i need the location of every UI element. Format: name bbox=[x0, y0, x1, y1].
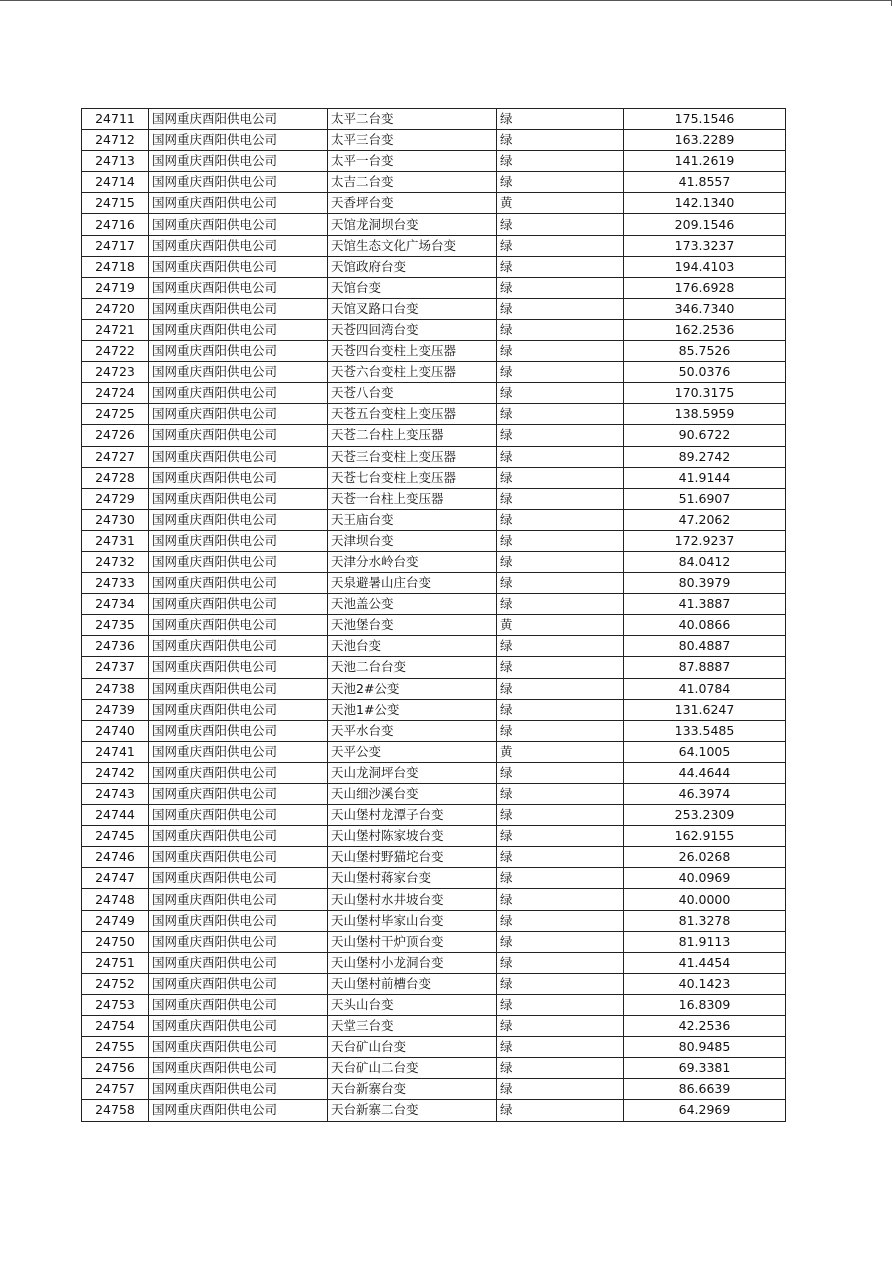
transformer-name-cell: 天山堡村干炉顶台变 bbox=[328, 931, 497, 952]
table-row bbox=[82, 341, 786, 362]
status-cell: 绿 bbox=[497, 341, 624, 362]
value-cell: 64.1005 bbox=[624, 741, 786, 762]
table-row bbox=[82, 594, 786, 615]
company-name-cell: 国网重庆酉阳供电公司 bbox=[149, 762, 328, 783]
status-cell: 绿 bbox=[497, 868, 624, 889]
table-row bbox=[82, 762, 786, 783]
transformer-name-cell: 天山堡村蒋家台变 bbox=[328, 868, 497, 889]
company-name-cell: 国网重庆酉阳供电公司 bbox=[149, 362, 328, 383]
status-cell: 绿 bbox=[497, 404, 624, 425]
table-row bbox=[82, 551, 786, 572]
status-cell: 绿 bbox=[497, 594, 624, 615]
value-cell: 173.3237 bbox=[624, 235, 786, 256]
row-id-cell: 24748 bbox=[82, 889, 149, 910]
company-name-cell: 国网重庆酉阳供电公司 bbox=[149, 678, 328, 699]
company-name-cell: 国网重庆酉阳供电公司 bbox=[149, 1037, 328, 1058]
transformer-name-cell: 天泉避暑山庄台变 bbox=[328, 573, 497, 594]
status-cell: 绿 bbox=[497, 235, 624, 256]
status-cell: 绿 bbox=[497, 910, 624, 931]
table-row bbox=[82, 678, 786, 699]
status-cell: 绿 bbox=[497, 1016, 624, 1037]
row-id-cell: 24737 bbox=[82, 657, 149, 678]
company-name-cell: 国网重庆酉阳供电公司 bbox=[149, 973, 328, 994]
company-name-cell: 国网重庆酉阳供电公司 bbox=[149, 636, 328, 657]
company-name-cell: 国网重庆酉阳供电公司 bbox=[149, 699, 328, 720]
status-cell: 绿 bbox=[497, 362, 624, 383]
table-row bbox=[82, 214, 786, 235]
table-row bbox=[82, 1079, 786, 1100]
value-cell: 41.9144 bbox=[624, 467, 786, 488]
value-cell: 85.7526 bbox=[624, 341, 786, 362]
table-row bbox=[82, 130, 786, 151]
company-name-cell: 国网重庆酉阳供电公司 bbox=[149, 551, 328, 572]
table-body bbox=[82, 109, 786, 1122]
status-cell: 绿 bbox=[497, 298, 624, 319]
status-cell: 绿 bbox=[497, 805, 624, 826]
transformer-name-cell: 天池台变 bbox=[328, 636, 497, 657]
row-id-cell: 24734 bbox=[82, 594, 149, 615]
status-cell: 绿 bbox=[497, 1100, 624, 1121]
company-name-cell: 国网重庆酉阳供电公司 bbox=[149, 530, 328, 551]
row-id-cell: 24714 bbox=[82, 172, 149, 193]
value-cell: 26.0268 bbox=[624, 847, 786, 868]
table-row bbox=[82, 235, 786, 256]
table-row bbox=[82, 1058, 786, 1079]
company-name-cell: 国网重庆酉阳供电公司 bbox=[149, 172, 328, 193]
transformer-name-cell: 天山堡村毕家山台变 bbox=[328, 910, 497, 931]
status-cell: 绿 bbox=[497, 446, 624, 467]
status-cell: 绿 bbox=[497, 994, 624, 1015]
row-id-cell: 24729 bbox=[82, 488, 149, 509]
table-row bbox=[82, 319, 786, 340]
transformer-name-cell: 天台矿山二台变 bbox=[328, 1058, 497, 1079]
row-id-cell: 24727 bbox=[82, 446, 149, 467]
row-id-cell: 24732 bbox=[82, 551, 149, 572]
table-row bbox=[82, 994, 786, 1015]
row-id-cell: 24715 bbox=[82, 193, 149, 214]
transformer-name-cell: 天堂三台变 bbox=[328, 1016, 497, 1037]
status-cell: 绿 bbox=[497, 488, 624, 509]
status-cell: 绿 bbox=[497, 826, 624, 847]
value-cell: 131.6247 bbox=[624, 699, 786, 720]
value-cell: 89.2742 bbox=[624, 446, 786, 467]
transformer-name-cell: 天津分水岭台变 bbox=[328, 551, 497, 572]
value-cell: 64.2969 bbox=[624, 1100, 786, 1121]
value-cell: 80.9485 bbox=[624, 1037, 786, 1058]
row-id-cell: 24750 bbox=[82, 931, 149, 952]
table-row bbox=[82, 509, 786, 530]
transformer-name-cell: 天山细沙溪台变 bbox=[328, 784, 497, 805]
table-row bbox=[82, 383, 786, 404]
value-cell: 80.4887 bbox=[624, 636, 786, 657]
status-cell: 绿 bbox=[497, 467, 624, 488]
row-id-cell: 24743 bbox=[82, 784, 149, 805]
company-name-cell: 国网重庆酉阳供电公司 bbox=[149, 826, 328, 847]
table-row bbox=[82, 1100, 786, 1121]
transformer-table bbox=[81, 108, 786, 1122]
row-id-cell: 24725 bbox=[82, 404, 149, 425]
table-row bbox=[82, 615, 786, 636]
table-row bbox=[82, 805, 786, 826]
company-name-cell: 国网重庆酉阳供电公司 bbox=[149, 573, 328, 594]
transformer-name-cell: 天头山台变 bbox=[328, 994, 497, 1015]
transformer-name-cell: 天苍四回湾台变 bbox=[328, 319, 497, 340]
status-cell: 黄 bbox=[497, 193, 624, 214]
value-cell: 41.4454 bbox=[624, 952, 786, 973]
status-cell: 绿 bbox=[497, 720, 624, 741]
value-cell: 44.4644 bbox=[624, 762, 786, 783]
company-name-cell: 国网重庆酉阳供电公司 bbox=[149, 151, 328, 172]
page-top-border bbox=[0, 0, 892, 1]
transformer-name-cell: 天平水台变 bbox=[328, 720, 497, 741]
table-row bbox=[82, 362, 786, 383]
transformer-name-cell: 天山堡村小龙洞台变 bbox=[328, 952, 497, 973]
row-id-cell: 24735 bbox=[82, 615, 149, 636]
table-row bbox=[82, 826, 786, 847]
status-cell: 绿 bbox=[497, 383, 624, 404]
transformer-name-cell: 天苍七台变柱上变压器 bbox=[328, 467, 497, 488]
value-cell: 41.0784 bbox=[624, 678, 786, 699]
value-cell: 50.0376 bbox=[624, 362, 786, 383]
company-name-cell: 国网重庆酉阳供电公司 bbox=[149, 615, 328, 636]
table-row bbox=[82, 847, 786, 868]
status-cell: 绿 bbox=[497, 1037, 624, 1058]
row-id-cell: 24717 bbox=[82, 235, 149, 256]
company-name-cell: 国网重庆酉阳供电公司 bbox=[149, 868, 328, 889]
table-row bbox=[82, 1016, 786, 1037]
value-cell: 87.8887 bbox=[624, 657, 786, 678]
company-name-cell: 国网重庆酉阳供电公司 bbox=[149, 931, 328, 952]
status-cell: 绿 bbox=[497, 214, 624, 235]
company-name-cell: 国网重庆酉阳供电公司 bbox=[149, 298, 328, 319]
company-name-cell: 国网重庆酉阳供电公司 bbox=[149, 994, 328, 1015]
company-name-cell: 国网重庆酉阳供电公司 bbox=[149, 1058, 328, 1079]
value-cell: 47.2062 bbox=[624, 509, 786, 530]
company-name-cell: 国网重庆酉阳供电公司 bbox=[149, 805, 328, 826]
status-cell: 绿 bbox=[497, 172, 624, 193]
row-id-cell: 24755 bbox=[82, 1037, 149, 1058]
value-cell: 346.7340 bbox=[624, 298, 786, 319]
company-name-cell: 国网重庆酉阳供电公司 bbox=[149, 594, 328, 615]
transformer-name-cell: 太平三台变 bbox=[328, 130, 497, 151]
transformer-name-cell: 天山堡村前槽台变 bbox=[328, 973, 497, 994]
transformer-name-cell: 天津坝台变 bbox=[328, 530, 497, 551]
value-cell: 80.3979 bbox=[624, 573, 786, 594]
value-cell: 163.2289 bbox=[624, 130, 786, 151]
table-row bbox=[82, 868, 786, 889]
value-cell: 138.5959 bbox=[624, 404, 786, 425]
value-cell: 194.4103 bbox=[624, 256, 786, 277]
status-cell: 绿 bbox=[497, 889, 624, 910]
row-id-cell: 24718 bbox=[82, 256, 149, 277]
value-cell: 40.0000 bbox=[624, 889, 786, 910]
transformer-name-cell: 天王庙台变 bbox=[328, 509, 497, 530]
row-id-cell: 24747 bbox=[82, 868, 149, 889]
company-name-cell: 国网重庆酉阳供电公司 bbox=[149, 446, 328, 467]
transformer-name-cell: 天山龙洞坪台变 bbox=[328, 762, 497, 783]
row-id-cell: 24713 bbox=[82, 151, 149, 172]
company-name-cell: 国网重庆酉阳供电公司 bbox=[149, 509, 328, 530]
company-name-cell: 国网重庆酉阳供电公司 bbox=[149, 341, 328, 362]
company-name-cell: 国网重庆酉阳供电公司 bbox=[149, 910, 328, 931]
value-cell: 41.8557 bbox=[624, 172, 786, 193]
value-cell: 41.3887 bbox=[624, 594, 786, 615]
transformer-name-cell: 天山堡村水井坡台变 bbox=[328, 889, 497, 910]
status-cell: 绿 bbox=[497, 256, 624, 277]
status-cell: 绿 bbox=[497, 319, 624, 340]
company-name-cell: 国网重庆酉阳供电公司 bbox=[149, 130, 328, 151]
value-cell: 176.6928 bbox=[624, 277, 786, 298]
table-row bbox=[82, 425, 786, 446]
status-cell: 绿 bbox=[497, 109, 624, 130]
table-row bbox=[82, 699, 786, 720]
table-row bbox=[82, 657, 786, 678]
transformer-name-cell: 天池2#公变 bbox=[328, 678, 497, 699]
status-cell: 绿 bbox=[497, 551, 624, 572]
transformer-name-cell: 太平二台变 bbox=[328, 109, 497, 130]
value-cell: 69.3381 bbox=[624, 1058, 786, 1079]
value-cell: 40.1423 bbox=[624, 973, 786, 994]
table-row bbox=[82, 720, 786, 741]
status-cell: 绿 bbox=[497, 530, 624, 551]
status-cell: 绿 bbox=[497, 952, 624, 973]
transformer-name-cell: 天馆台变 bbox=[328, 277, 497, 298]
status-cell: 绿 bbox=[497, 931, 624, 952]
company-name-cell: 国网重庆酉阳供电公司 bbox=[149, 889, 328, 910]
company-name-cell: 国网重庆酉阳供电公司 bbox=[149, 488, 328, 509]
company-name-cell: 国网重庆酉阳供电公司 bbox=[149, 952, 328, 973]
table-row bbox=[82, 530, 786, 551]
value-cell: 162.2536 bbox=[624, 319, 786, 340]
table-row bbox=[82, 889, 786, 910]
table-row bbox=[82, 931, 786, 952]
table-row bbox=[82, 488, 786, 509]
company-name-cell: 国网重庆酉阳供电公司 bbox=[149, 277, 328, 298]
transformer-name-cell: 天苍六台变柱上变压器 bbox=[328, 362, 497, 383]
row-id-cell: 24746 bbox=[82, 847, 149, 868]
value-cell: 81.9113 bbox=[624, 931, 786, 952]
transformer-name-cell: 天苍三台变柱上变压器 bbox=[328, 446, 497, 467]
status-cell: 绿 bbox=[497, 573, 624, 594]
row-id-cell: 24736 bbox=[82, 636, 149, 657]
company-name-cell: 国网重庆酉阳供电公司 bbox=[149, 193, 328, 214]
status-cell: 绿 bbox=[497, 130, 624, 151]
status-cell: 黄 bbox=[497, 615, 624, 636]
company-name-cell: 国网重庆酉阳供电公司 bbox=[149, 741, 328, 762]
row-id-cell: 24733 bbox=[82, 573, 149, 594]
row-id-cell: 24758 bbox=[82, 1100, 149, 1121]
row-id-cell: 24751 bbox=[82, 952, 149, 973]
row-id-cell: 24730 bbox=[82, 509, 149, 530]
table-row bbox=[82, 741, 786, 762]
value-cell: 84.0412 bbox=[624, 551, 786, 572]
company-name-cell: 国网重庆酉阳供电公司 bbox=[149, 1079, 328, 1100]
company-name-cell: 国网重庆酉阳供电公司 bbox=[149, 214, 328, 235]
transformer-name-cell: 太平一台变 bbox=[328, 151, 497, 172]
row-id-cell: 24724 bbox=[82, 383, 149, 404]
row-id-cell: 24738 bbox=[82, 678, 149, 699]
status-cell: 绿 bbox=[497, 678, 624, 699]
value-cell: 46.3974 bbox=[624, 784, 786, 805]
company-name-cell: 国网重庆酉阳供电公司 bbox=[149, 109, 328, 130]
row-id-cell: 24740 bbox=[82, 720, 149, 741]
row-id-cell: 24745 bbox=[82, 826, 149, 847]
row-id-cell: 24739 bbox=[82, 699, 149, 720]
company-name-cell: 国网重庆酉阳供电公司 bbox=[149, 256, 328, 277]
transformer-name-cell: 天台新寨台变 bbox=[328, 1079, 497, 1100]
row-id-cell: 24749 bbox=[82, 910, 149, 931]
table-row bbox=[82, 109, 786, 130]
status-cell: 绿 bbox=[497, 784, 624, 805]
company-name-cell: 国网重庆酉阳供电公司 bbox=[149, 1016, 328, 1037]
status-cell: 绿 bbox=[497, 847, 624, 868]
value-cell: 209.1546 bbox=[624, 214, 786, 235]
transformer-name-cell: 天苍八台变 bbox=[328, 383, 497, 404]
table-row bbox=[82, 193, 786, 214]
table-row bbox=[82, 256, 786, 277]
transformer-name-cell: 天香坪台变 bbox=[328, 193, 497, 214]
row-id-cell: 24731 bbox=[82, 530, 149, 551]
table-row bbox=[82, 151, 786, 172]
status-cell: 绿 bbox=[497, 636, 624, 657]
row-id-cell: 24756 bbox=[82, 1058, 149, 1079]
company-name-cell: 国网重庆酉阳供电公司 bbox=[149, 467, 328, 488]
status-cell: 绿 bbox=[497, 657, 624, 678]
company-name-cell: 国网重庆酉阳供电公司 bbox=[149, 720, 328, 741]
company-name-cell: 国网重庆酉阳供电公司 bbox=[149, 235, 328, 256]
value-cell: 81.3278 bbox=[624, 910, 786, 931]
value-cell: 86.6639 bbox=[624, 1079, 786, 1100]
value-cell: 162.9155 bbox=[624, 826, 786, 847]
row-id-cell: 24716 bbox=[82, 214, 149, 235]
value-cell: 40.0866 bbox=[624, 615, 786, 636]
company-name-cell: 国网重庆酉阳供电公司 bbox=[149, 425, 328, 446]
company-name-cell: 国网重庆酉阳供电公司 bbox=[149, 847, 328, 868]
transformer-name-cell: 天池盖公变 bbox=[328, 594, 497, 615]
status-cell: 绿 bbox=[497, 699, 624, 720]
value-cell: 133.5485 bbox=[624, 720, 786, 741]
transformer-name-cell: 天台新寨二台变 bbox=[328, 1100, 497, 1121]
status-cell: 绿 bbox=[497, 762, 624, 783]
transformer-name-cell: 天山堡村野猫坨台变 bbox=[328, 847, 497, 868]
row-id-cell: 24712 bbox=[82, 130, 149, 151]
company-name-cell: 国网重庆酉阳供电公司 bbox=[149, 657, 328, 678]
table-row bbox=[82, 973, 786, 994]
value-cell: 90.6722 bbox=[624, 425, 786, 446]
transformer-name-cell: 天平公变 bbox=[328, 741, 497, 762]
table-row bbox=[82, 172, 786, 193]
table-row bbox=[82, 446, 786, 467]
table-row bbox=[82, 277, 786, 298]
table-row bbox=[82, 1037, 786, 1058]
row-id-cell: 24722 bbox=[82, 341, 149, 362]
row-id-cell: 24753 bbox=[82, 994, 149, 1015]
row-id-cell: 24711 bbox=[82, 109, 149, 130]
transformer-name-cell: 天山堡村龙潭子台变 bbox=[328, 805, 497, 826]
transformer-name-cell: 天山堡村陈家坡台变 bbox=[328, 826, 497, 847]
transformer-name-cell: 天池二台台变 bbox=[328, 657, 497, 678]
company-name-cell: 国网重庆酉阳供电公司 bbox=[149, 404, 328, 425]
transformer-name-cell: 天台矿山台变 bbox=[328, 1037, 497, 1058]
transformer-name-cell: 天馆龙洞坝台变 bbox=[328, 214, 497, 235]
transformer-name-cell: 天苍四台变柱上变压器 bbox=[328, 341, 497, 362]
row-id-cell: 24752 bbox=[82, 973, 149, 994]
value-cell: 141.2619 bbox=[624, 151, 786, 172]
value-cell: 42.2536 bbox=[624, 1016, 786, 1037]
table-row bbox=[82, 467, 786, 488]
transformer-name-cell: 天馆生态文化广场台变 bbox=[328, 235, 497, 256]
table-row bbox=[82, 573, 786, 594]
value-cell: 51.6907 bbox=[624, 488, 786, 509]
table-row bbox=[82, 952, 786, 973]
row-id-cell: 24754 bbox=[82, 1016, 149, 1037]
transformer-name-cell: 天苍五台变柱上变压器 bbox=[328, 404, 497, 425]
transformer-name-cell: 天馆政府台变 bbox=[328, 256, 497, 277]
row-id-cell: 24720 bbox=[82, 298, 149, 319]
value-cell: 16.8309 bbox=[624, 994, 786, 1015]
table-row bbox=[82, 298, 786, 319]
status-cell: 绿 bbox=[497, 425, 624, 446]
status-cell: 绿 bbox=[497, 277, 624, 298]
company-name-cell: 国网重庆酉阳供电公司 bbox=[149, 383, 328, 404]
status-cell: 绿 bbox=[497, 151, 624, 172]
row-id-cell: 24728 bbox=[82, 467, 149, 488]
status-cell: 黄 bbox=[497, 741, 624, 762]
company-name-cell: 国网重庆酉阳供电公司 bbox=[149, 1100, 328, 1121]
table-row bbox=[82, 404, 786, 425]
row-id-cell: 24742 bbox=[82, 762, 149, 783]
row-id-cell: 24741 bbox=[82, 741, 149, 762]
table-row bbox=[82, 784, 786, 805]
row-id-cell: 24721 bbox=[82, 319, 149, 340]
value-cell: 175.1546 bbox=[624, 109, 786, 130]
value-cell: 172.9237 bbox=[624, 530, 786, 551]
status-cell: 绿 bbox=[497, 509, 624, 530]
status-cell: 绿 bbox=[497, 973, 624, 994]
row-id-cell: 24744 bbox=[82, 805, 149, 826]
row-id-cell: 24726 bbox=[82, 425, 149, 446]
table-row bbox=[82, 636, 786, 657]
transformer-name-cell: 太吉二台变 bbox=[328, 172, 497, 193]
transformer-name-cell: 天池堡台变 bbox=[328, 615, 497, 636]
status-cell: 绿 bbox=[497, 1079, 624, 1100]
value-cell: 253.2309 bbox=[624, 805, 786, 826]
row-id-cell: 24723 bbox=[82, 362, 149, 383]
status-cell: 绿 bbox=[497, 1058, 624, 1079]
value-cell: 142.1340 bbox=[624, 193, 786, 214]
row-id-cell: 24757 bbox=[82, 1079, 149, 1100]
transformer-name-cell: 天苍二台柱上变压器 bbox=[328, 425, 497, 446]
row-id-cell: 24719 bbox=[82, 277, 149, 298]
company-name-cell: 国网重庆酉阳供电公司 bbox=[149, 319, 328, 340]
company-name-cell: 国网重庆酉阳供电公司 bbox=[149, 784, 328, 805]
transformer-name-cell: 天馆叉路口台变 bbox=[328, 298, 497, 319]
table-row bbox=[82, 910, 786, 931]
value-cell: 40.0969 bbox=[624, 868, 786, 889]
transformer-name-cell: 天苍一台柱上变压器 bbox=[328, 488, 497, 509]
transformer-name-cell: 天池1#公变 bbox=[328, 699, 497, 720]
value-cell: 170.3175 bbox=[624, 383, 786, 404]
